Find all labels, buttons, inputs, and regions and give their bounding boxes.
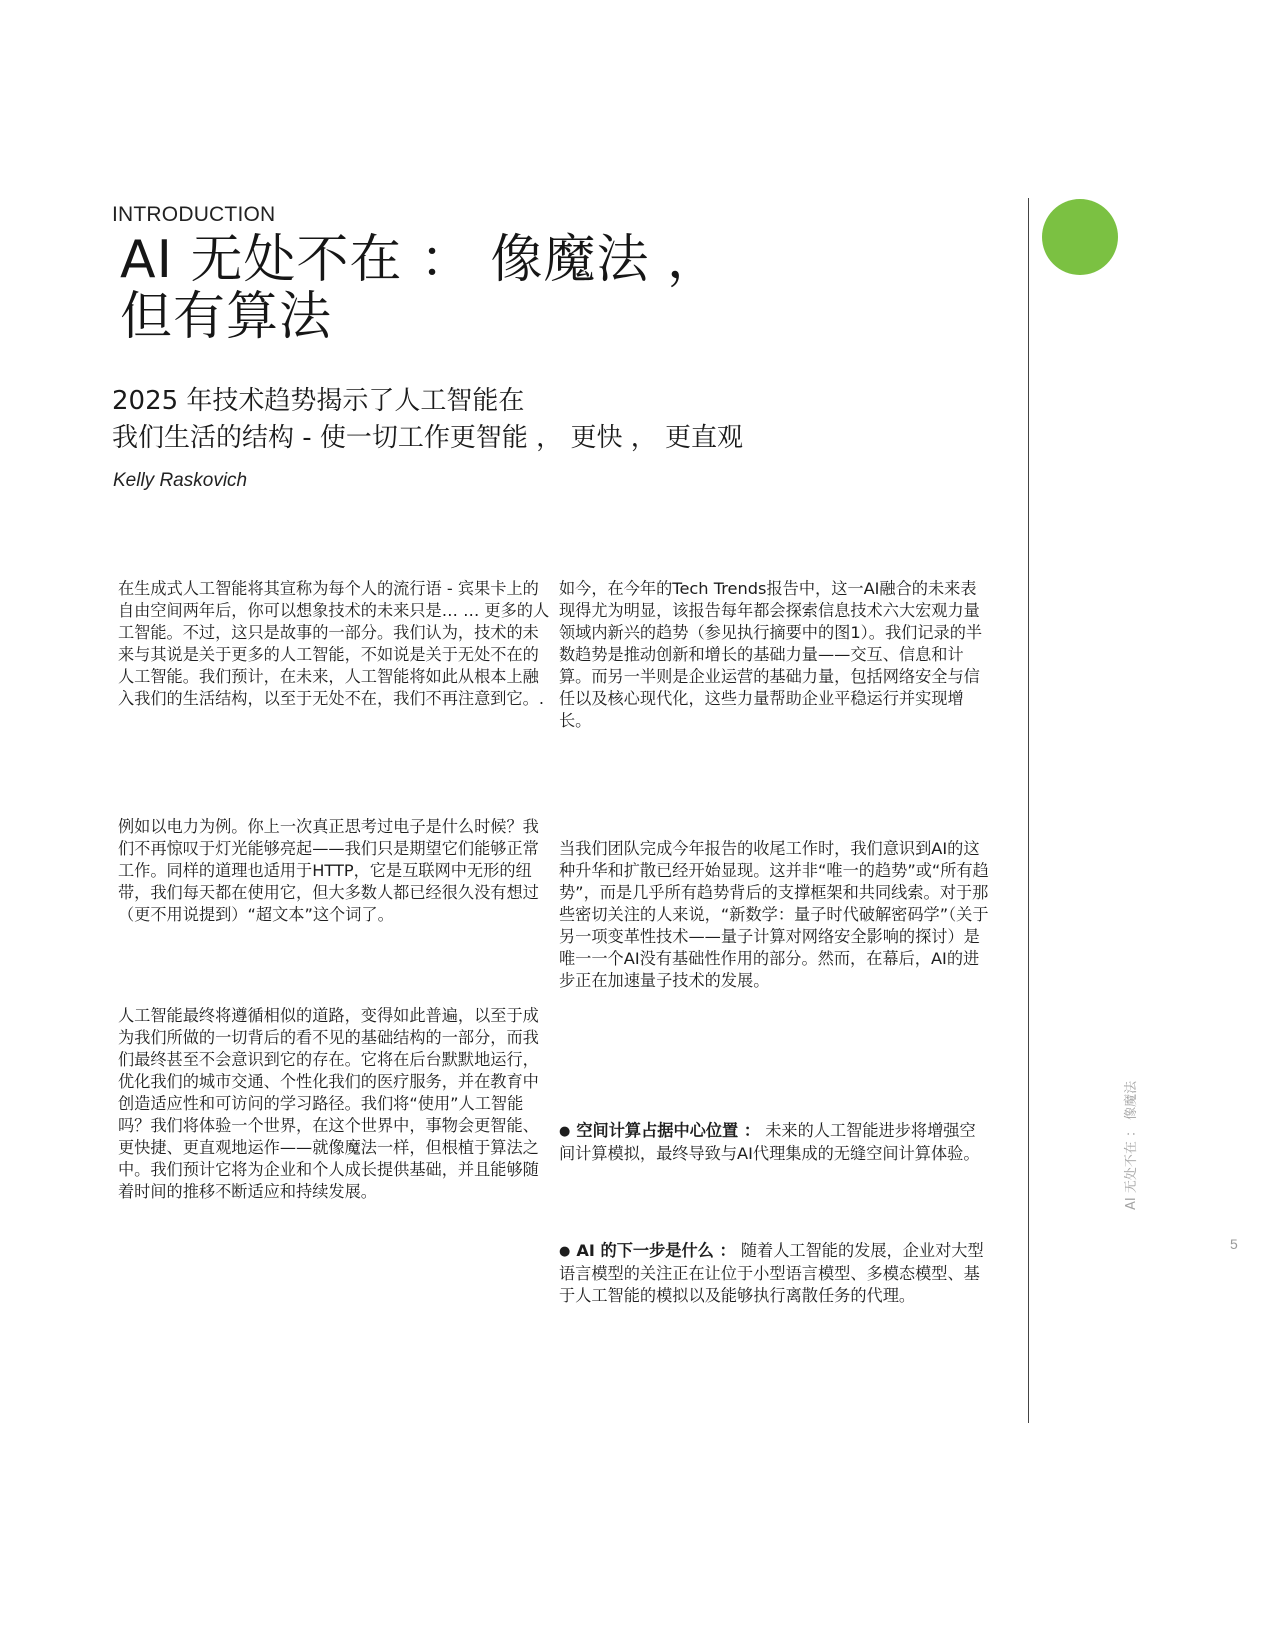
right-paragraph-2: 当我们团队完成今年报告的收尾工作时，我们意识到AI的这种升华和扩散已经开始显现。这并非“唯一的趋势”或“所有趋势”，而是几乎所有趋势背后的支撑框架和共同线索。对于那些密切关注的人来说，“新数学：量子时代破解密码学”（关于另一项变革性技术——量子计算对网络安全影响的探讨）是唯一一个AI没有基础性作用的部分。然而，在幕后，AI的进步正在加速量子技术的发展。: [559, 839, 989, 990]
bullet-term: 空间计算占据中心位置 ：: [576, 1121, 761, 1140]
author-byline: Kelly Raskovich: [113, 470, 248, 491]
accent-circle: [1042, 199, 1118, 275]
bullet-term: AI 的下一步是什么 ：: [576, 1241, 736, 1260]
page-number: 5: [1230, 1236, 1238, 1252]
right-paragraph-1: 如今，在今年的Tech Trends报告中，这一AI融合的未来表现得尤为明显，该报告每年都会探索信息技术六大宏观力量领域内新兴的趋势（参见执行摘要中的图1）。我们记录的半数趋势是推动创新和增长的基础力量——交互、信息和计算。而另一半则是企业运营的基础力量，包括网络安全与信任以及核心现代化，这些力量帮助企业平稳运行并实现增长。: [559, 579, 983, 730]
title-line-2: 但有算法: [120, 287, 333, 347]
bullet-text: 未来的人工智能进步将增强空间计算模拟，最终导致与AI代理集成的无缝空间计算体验。: [559, 1121, 980, 1163]
page-subtitle: [112, 383, 743, 457]
section-label: INTRODUCTION: [112, 203, 276, 226]
title-line-1: AI 无处不在 ： 像魔法 ，: [120, 230, 721, 290]
bullet-text: 随着人工智能的发展，企业对大型语言模型的关注正在让位于小型语言模型、多模态模型、基于人工智能的模拟以及能够执行离散任务的代理。: [559, 1241, 984, 1305]
bullet-dot: ●: [559, 1244, 571, 1259]
running-head: AI 无处不在 ： 像魔法: [1124, 1080, 1139, 1210]
left-paragraph-3: 人工智能最终将遵循相似的道路，变得如此普遍，以至于成为我们所做的一切背后的看不见的基础结构的一部分，而我们最终甚至不会意识到它的存在。它将在后台默默地运行，优化我们的城市交通、个性化我们的医疗服务，并在教育中创造适应性和可访问的学习路径。我们将“使用”人工智能吗？我们将体验一个世界，在这个世界中，事物会更智能、更快捷、更直观地运作——就像魔法一样，但根植于算法之中。我们预计它将为企业和个人成长提供基础，并且能够随着时间的推移不断适应和持续发展。: [118, 1006, 539, 1201]
left-paragraph-2: 例如以电力为例。你上一次真正思考过电子是什么时候？我们不再惊叹于灯光能够亮起——我们只是期望它们能够正常工作。同样的道理也适用于HTTP，它是互联网中无形的纽带，我们每天都在使用它，但大多数人都已经很久没有想过（更不用说提到）“超文本”这个词了。: [118, 817, 539, 924]
column-divider: [1028, 198, 1029, 1423]
left-paragraph-1: 在生成式人工智能将其宣称为每个人的流行语 - 宾果卡上的自由空间两年后，你可以想象技术的未来只是… … 更多的人工智能。不过，这只是故事的一部分。我们认为，技术的未来与其说是关于更多的人工智能，不如说是关于无处不在的人工智能。我们预计，在未来，人工智能将如此从根本上融入我们的生活结构，以至于无处不在，我们不再注意到它。.: [118, 579, 550, 708]
page-title: [120, 232, 720, 346]
subtitle-line-1: 2025 年技术趋势揭示了人工智能在: [112, 386, 525, 416]
subtitle-line-2: 我们生活的结构 - 使一切工作更智能 ， 更快 ， 更直观: [112, 423, 743, 453]
bullet-dot: ●: [559, 1124, 571, 1139]
bullet-item-spatial-computing: [559, 1120, 991, 1165]
bullet-item-ai-next-step: [559, 1240, 991, 1307]
